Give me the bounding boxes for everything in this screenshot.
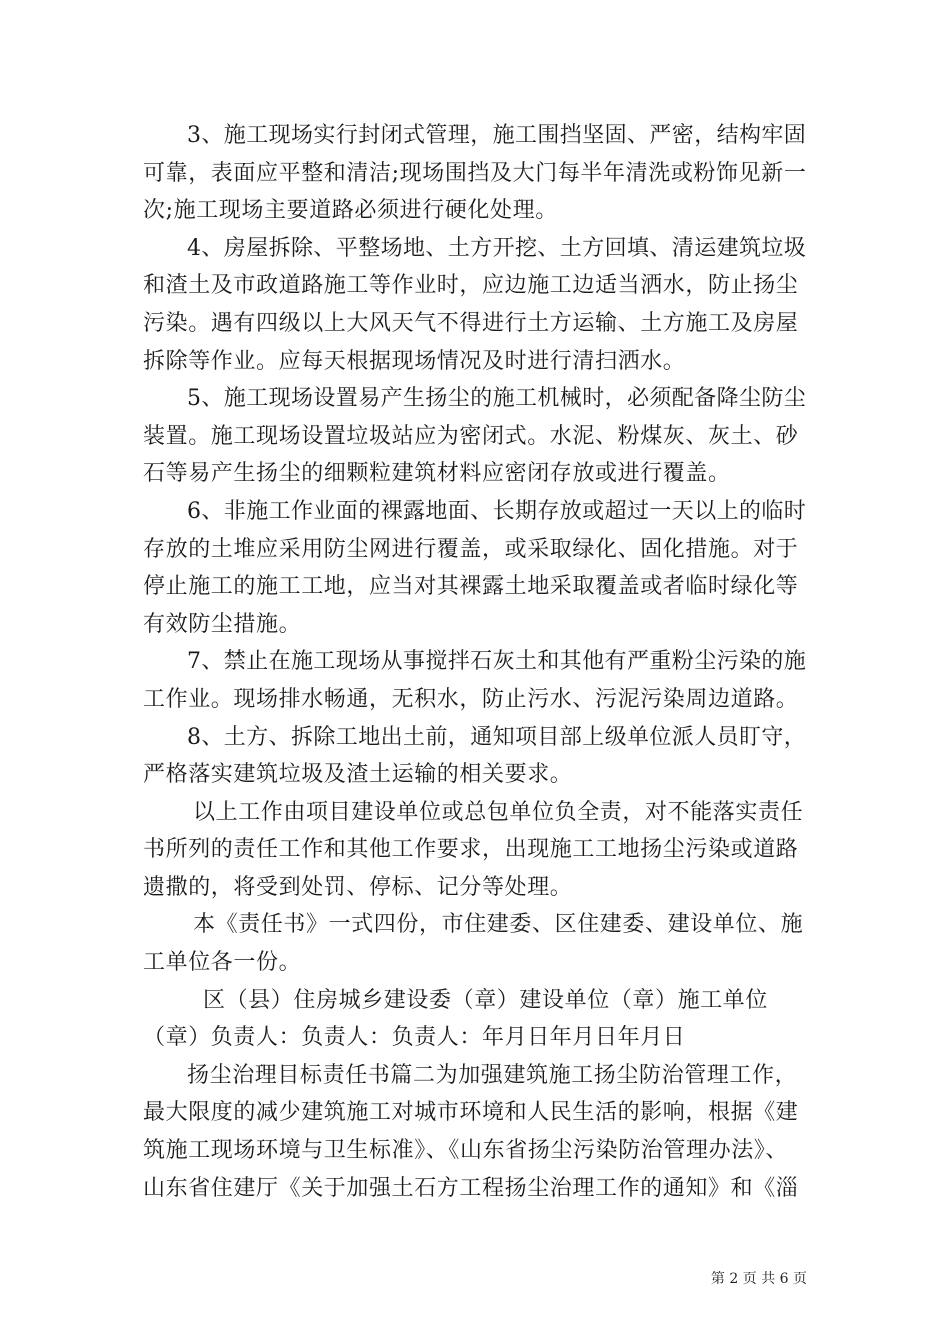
- text-line: 6、非施工作业面的裸露地面、长期存放或超过一天以上的临时: [187, 498, 807, 524]
- text-line: 次;施工现场主要道路必须进行硬化处理。: [143, 198, 558, 224]
- text-line: 污染。遇有四级以上大风天气不得进行土方运输、土方施工及房屋: [143, 310, 799, 336]
- text-line: 遗撒的，将受到处罚、停标、记分等处理。: [143, 874, 573, 900]
- text-line: 筑施工现场环境与卫生标准》、《山东省扬尘污染防治管理办法》、: [143, 1138, 789, 1164]
- text-line: 本《责任书》一式四份，市住建委、区住建委、建设单位、施: [193, 912, 804, 938]
- text-line: 山东省住建厅《关于加强土石方工程扬尘治理工作的通知》和《淄: [143, 1175, 799, 1201]
- text-line: 5、施工现场设置易产生扬尘的施工机械时，必须配备降尘防尘: [187, 386, 807, 412]
- text-line: 7、禁止在施工现场从事搅拌石灰土和其他有严重粉尘污染的施: [187, 649, 807, 675]
- text-line: 石等易产生扬尘的细颗粒建筑材料应密闭存放或进行覆盖。: [143, 461, 731, 487]
- text-line: 4、房屋拆除、平整场地、土方开挖、土方回填、清运建筑垃圾: [187, 235, 807, 261]
- text-line: 工单位各一份。: [143, 950, 302, 976]
- text-line: 有效防尘措施。: [143, 611, 302, 637]
- text-line: （章）负责人：负责人：负责人：年月日年月日年月日: [143, 1025, 686, 1051]
- page-number: 第 2 页 共 6 页: [710, 1271, 807, 1287]
- text-line: 书所列的责任工作和其他工作要求，出现施工工地扬尘污染或道路: [143, 837, 799, 863]
- text-line: 8、土方、拆除工地出土前，通知项目部上级单位派人员盯守，: [187, 724, 807, 750]
- document-body: [143, 117, 808, 1207]
- text-line: 区（县）住房城乡建设委（章）建设单位（章）施工单位: [203, 987, 769, 1013]
- text-line: 工作业。现场排水畅通，无积水，防止污水、污泥污染周边道路。: [143, 686, 799, 712]
- text-line: 扬尘治理目标责任书篇二为加强建筑施工扬尘防治管理工作，: [187, 1062, 798, 1088]
- text-line: 存放的土堆应采用防尘网进行覆盖，或采取绿化、固化措施。对于: [143, 536, 799, 562]
- text-line: 可靠，表面应平整和清洁;现场围挡及大门每半年清洗或粉饰见新一: [143, 160, 807, 186]
- text-line: 和渣土及市政道路施工等作业时，应边施工边适当洒水，防止扬尘: [143, 273, 799, 299]
- text-line: 停止施工的施工工地，应当对其裸露土地采取覆盖或者临时绿化等: [143, 574, 799, 600]
- text-line: 严格落实建筑垃圾及渣土运输的相关要求。: [143, 762, 573, 788]
- text-line: 3、施工现场实行封闭式管理，施工围挡坚固、严密，结构牢固: [187, 123, 807, 148]
- text-line: 装置。施工现场设置垃圾站应为密闭式。水泥、粉煤灰、灰土、砂: [143, 423, 799, 449]
- text-line: 以上工作由项目建设单位或总包单位负全责，对不能落实责任: [193, 799, 804, 825]
- text-line: 拆除等作业。应每天根据现场情况及时进行清扫洒水。: [143, 348, 686, 374]
- text-line: 最大限度的减少建筑施工对城市环境和人民生活的影响，根据《建: [143, 1100, 799, 1126]
